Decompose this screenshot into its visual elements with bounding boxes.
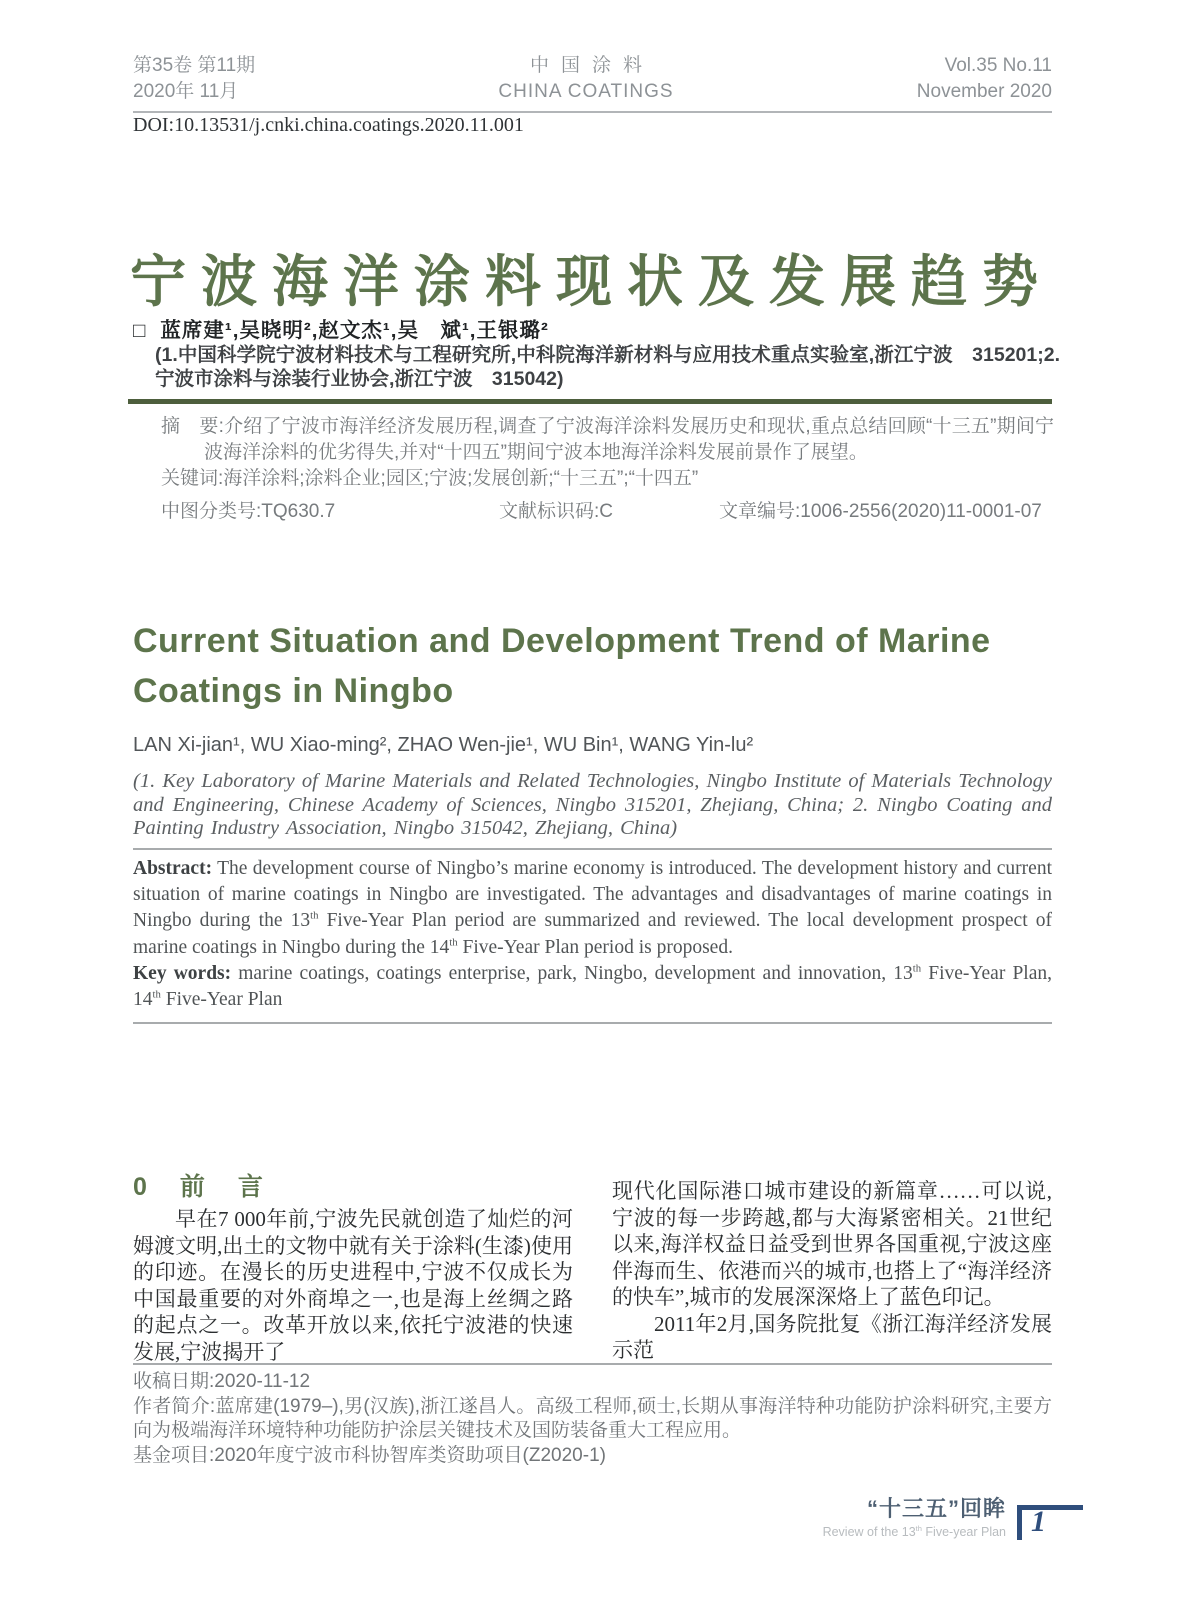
abstract-en-label: Abstract: [133, 858, 213, 879]
footer-theme-cn: “十三五”回眸 [866, 1496, 1006, 1521]
affiliation-cn: (1.中国科学院宁波材料技术与工程研究所,中科院海洋新材料与应用技术重点实验室,浙江宁波 315201;2.宁波市涂料与涂装行业协会,浙江宁波 315042) [155, 344, 1060, 390]
body-paragraph: 早在7 000年前,宁波先民就创造了灿烂的河姆渡文明,出土的文物中就有关于涂料(生漆)使用的印迹。在漫长的历史进程中,宁波不仅成长为中国最重要的对外商埠之一,也是海上丝绸之路的起点之一。改革开放以来,依托宁波港的快速发展,宁波揭开了 [133, 1207, 573, 1364]
author-square-icon: □ [133, 319, 147, 342]
footer-theme-en-seg2: Five-year Plan [921, 1525, 1006, 1539]
article-title-en: Current Situation and Development Trend of Marine Coatings in Ningbo [133, 622, 991, 710]
journal-name-cn: 中国涂料 [529, 55, 654, 76]
abstract-cn [161, 414, 1054, 465]
affiliation-en: (1. Key Laboratory of Marine Materials and Related Technologies, Ningbo Institute of Materials Technology and Engineering, Chinese Academy of Sciences, Ningbo 315201, Zhejiang, China; 2. Ningbo Coating and Painting Industry Association, Ningbo 315042, Zhejiang, China) [133, 770, 1053, 839]
footer-theme-en-sup: th [915, 1523, 922, 1533]
keywords-cn [161, 466, 1054, 492]
keywords-cn-label: 关键词: [161, 468, 224, 489]
page-number: 1 [1031, 1505, 1046, 1538]
authors-en: LAN Xi-jian¹, WU Xiao-ming², ZHAO Wen-jie¹, WU Bin¹, WANG Yin-lu² [133, 734, 754, 756]
abstract-en-top-rule [133, 848, 1052, 850]
header-volume-cn [133, 53, 255, 105]
page-number-bracket [1017, 1505, 1083, 1540]
abstract-en [133, 856, 1052, 961]
footnote-author-bio: 作者简介:蓝席建(1979–),男(汉族),浙江遂昌人。高级工程师,硕士,长期从事海洋特种功能防护涂料研究,主要方向为极端海洋环境特种功能防护涂层关键技术及国防装备重大工程应用。 [133, 1395, 1052, 1442]
keywords-en-sup2: th [152, 988, 161, 1001]
keywords-cn-text: 海洋涂料;涂料企业;园区;宁波;发展创新;“十三五”;“十四五” [223, 468, 699, 489]
header-volume-cn-line1: 第35卷 第11期 [133, 55, 256, 76]
clc-number: 中图分类号:TQ630.7 [161, 500, 336, 522]
header-volume-en-line2: November 2020 [916, 81, 1052, 102]
doi: DOI:10.13531/j.cnki.china.coatings.2020.11.001 [133, 114, 524, 136]
footnote-fund-project: 基金项目:2020年度宁波市科协智库类资助项目(Z2020-1) [133, 1445, 606, 1467]
header-journal-name [498, 53, 673, 105]
abstract-en-bottom-rule [133, 1022, 1052, 1024]
body-column-left [133, 1170, 573, 1365]
footer-theme-en [823, 1525, 1006, 1539]
abstract-en-seg1: The development course of Ningbo’s marine economy is introduced. The development history and current situation of marine coatings in Ningbo are investigated. The advantages and disadvantages of marine coatings in Ningbo during the 13 [133, 858, 1052, 932]
keywords-en-seg1: marine coatings, coatings enterprise, park, Ningbo, development and innovation, 13 [231, 962, 913, 984]
footer-theme [823, 1496, 1006, 1539]
keywords-en [133, 961, 1052, 1013]
abstract-en-sup2: th [449, 936, 458, 949]
keywords-en-seg3: Five-Year Plan [160, 989, 283, 1011]
body-paragraph: 现代化国际港口城市建设的新篇章……可以说,宁波的每一步跨越,都与大海紧密相关。21世纪以来,海洋权益日益受到世界各国重视,宁波这座伴海而生、依港而兴的城市,也搭上了“海洋经济的快车”,城市的发展深深烙上了蓝色印记。 [612, 1179, 1052, 1309]
abstract-en-seg2: Five-Year Plan period are summarized and reviewed. The local development prospect of marine coatings in Ningbo during the 14 [133, 910, 1052, 958]
abstract-en-sup1: th [310, 909, 319, 922]
journal-header [133, 53, 1052, 105]
header-volume-en [917, 53, 1052, 105]
body-column-right [612, 1170, 1052, 1365]
section-heading-0: 0 前 言 [133, 1173, 267, 1201]
body-columns [133, 1170, 1052, 1365]
abstract-cn-block [161, 414, 1054, 524]
abstract-en-seg3: Five-Year Plan period is proposed. [457, 936, 733, 958]
authors-cn-names: 蓝席建¹,吴晓明²,赵文杰¹,吴 斌¹,王银璐² [160, 319, 549, 342]
keywords-en-sup1: th [912, 962, 922, 975]
document-code: 文献标识码:C [499, 500, 614, 522]
footnote-received-date: 收稿日期:2020-11-12 [133, 1371, 311, 1392]
header-volume-en-line1: Vol.35 No.11 [944, 55, 1052, 76]
authors-cn [133, 313, 549, 343]
abstract-en-block [133, 856, 1052, 1013]
header-divider [133, 111, 1052, 113]
abstract-cn-label: 摘 要: [161, 416, 224, 437]
footnote-divider [133, 1363, 1052, 1365]
body-paragraph: 2011年2月,国务院批复《浙江海洋经济发展示范 [612, 1311, 1052, 1362]
keywords-en-seg2: Five-Year Plan, 14 [133, 962, 1052, 1011]
article-id: 文章编号:1006-2556(2020)11-0001-07 [719, 500, 1042, 522]
classification-row [161, 499, 1054, 525]
footer-theme-en-seg1: Review of the 13 [822, 1525, 916, 1539]
article-title-cn: 宁波海洋涂料现状及发展趋势 [130, 250, 1053, 313]
page-footer [823, 1496, 1083, 1540]
abstract-cn-text: 介绍了宁波市海洋经济发展历程,调查了宁波海洋涂料发展历史和现状,重点总结回顾“十三五”期间宁波海洋涂料的优劣得失,并对“十四五”期间宁波本地海洋涂料发展前景作了展望。 [204, 416, 1055, 463]
abstract-top-rule [128, 399, 1052, 404]
header-volume-cn-line2: 2020年 11月 [133, 81, 239, 102]
journal-name-en: CHINA COATINGS [498, 81, 674, 102]
footnotes-block [133, 1370, 1052, 1469]
keywords-en-label: Key words: [133, 962, 232, 984]
